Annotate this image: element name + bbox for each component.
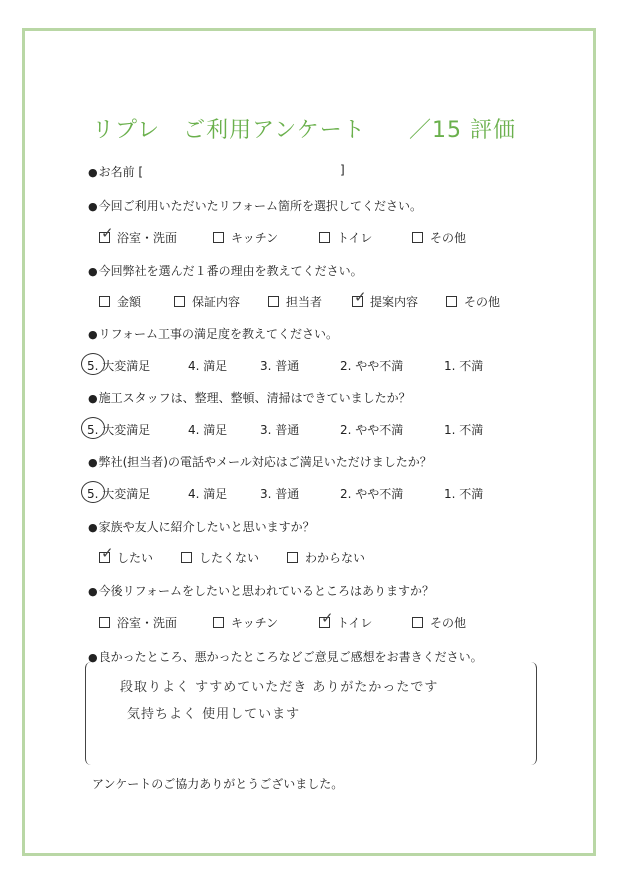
selection-circle	[81, 417, 105, 439]
q3-rating-3[interactable]: 3. 普通	[260, 359, 300, 373]
score-label: ／15 評価	[409, 118, 516, 143]
q6-option-yes[interactable]: ✓ したい	[101, 544, 154, 565]
q5-rating-1[interactable]: 1. 不満	[444, 487, 484, 501]
q1-option-kitchen[interactable]: キッチン	[213, 229, 278, 246]
question-2: ● 今回弊社を選んだ１番の理由を教えてください。	[88, 262, 363, 279]
selection-circle	[81, 481, 105, 503]
survey-title-text: リプレ ご利用アンケート	[92, 118, 366, 143]
checkbox[interactable]	[446, 296, 457, 307]
q5-rating-3[interactable]: 3. 普通	[260, 487, 300, 501]
q2-option-warranty[interactable]: 保証内容	[174, 293, 240, 310]
selection-circle	[81, 353, 105, 375]
check-mark: ✓	[101, 224, 114, 242]
q7-option-kitchen[interactable]: キッチン	[213, 614, 278, 631]
question-5: ● 弊社(担当者)の電話やメール対応はご満足いただけましたか？	[88, 453, 432, 470]
q7-option-other[interactable]: その他	[412, 614, 466, 631]
checkbox[interactable]	[319, 609, 334, 628]
checkbox[interactable]	[412, 232, 423, 243]
q3-rating-1[interactable]: 1. 不満	[444, 359, 484, 373]
question-1: ● 今回ご利用いただいたリフォーム箇所を選択してください。	[88, 197, 422, 214]
checkbox[interactable]	[181, 552, 192, 563]
question-8: ● 良かったところ、悪かったところなどご意見ご感想をお書きください。	[88, 648, 483, 665]
check-mark: ✓	[101, 544, 114, 562]
question-3: ● リフォーム工事の満足度を教えてください。	[88, 325, 338, 342]
q4-rating-2[interactable]: 2. やや不満	[340, 423, 404, 437]
survey-title	[92, 113, 516, 144]
checkbox[interactable]	[99, 544, 114, 563]
checkbox[interactable]	[99, 224, 114, 243]
checkbox[interactable]	[213, 617, 224, 628]
checkbox[interactable]	[412, 617, 423, 628]
q1-option-bath[interactable]: ✓ 浴室・洗面	[101, 224, 178, 245]
q7-option-bath[interactable]: 浴室・洗面	[99, 614, 177, 631]
checkbox[interactable]	[287, 552, 298, 563]
checkbox[interactable]	[99, 617, 110, 628]
q3-rating-4[interactable]: 4. 満足	[188, 359, 228, 373]
q3-rating-5[interactable]: 5. 大変満足	[87, 357, 150, 374]
q3-rating-2[interactable]: 2. やや不満	[340, 359, 404, 373]
name-label: お名前 [	[98, 165, 144, 179]
q4-rating-5[interactable]: 5. 大変満足	[87, 421, 150, 438]
q2-option-proposal[interactable]: ✓ 提案内容	[354, 288, 419, 309]
check-mark: ✓	[321, 609, 334, 627]
q4-rating-1[interactable]: 1. 不満	[444, 423, 484, 437]
checkbox[interactable]	[213, 232, 224, 243]
q5-rating-5[interactable]: 5. 大変満足	[87, 485, 150, 502]
q6-option-unsure[interactable]: わからない	[287, 549, 365, 566]
footer-thanks: アンケートのご協力ありがとうございました。	[92, 777, 344, 791]
name-row	[88, 163, 143, 180]
checkbox[interactable]	[319, 232, 330, 243]
comment-line-2: 気持ちよく 使用しています	[127, 707, 301, 722]
q4-rating-3[interactable]: 3. 普通	[260, 423, 300, 437]
q5-rating-4[interactable]: 4. 満足	[188, 487, 228, 501]
check-mark: ✓	[354, 288, 367, 306]
q4-rating-4[interactable]: 4. 満足	[188, 423, 228, 437]
q5-rating-2[interactable]: 2. やや不満	[340, 487, 404, 501]
checkbox[interactable]	[174, 296, 185, 307]
q2-option-staff[interactable]: 担当者	[268, 293, 322, 310]
question-7: ● 今後リフォームをしたいと思われているところはありますか？	[88, 582, 434, 599]
checkbox[interactable]	[99, 296, 110, 307]
question-6: ● 家族や友人に紹介したいと思いますか？	[88, 518, 315, 535]
name-bracket-close: ]	[340, 163, 345, 177]
comment-line-1: 段取りよく すすめていただき ありがたかったです	[120, 680, 439, 695]
question-4: ● 施工スタッフは、整理、整頓、清掃はできていましたか？	[88, 389, 411, 406]
q2-option-other[interactable]: その他	[446, 293, 500, 310]
q2-option-price[interactable]: 金額	[99, 293, 141, 310]
q6-option-no[interactable]: したくない	[181, 549, 259, 566]
checkbox[interactable]	[268, 296, 279, 307]
q7-option-toilet[interactable]: ✓ トイレ	[321, 609, 373, 630]
checkbox[interactable]	[352, 288, 367, 307]
q1-option-toilet[interactable]: トイレ	[319, 229, 372, 246]
q1-option-other[interactable]: その他	[412, 229, 466, 246]
